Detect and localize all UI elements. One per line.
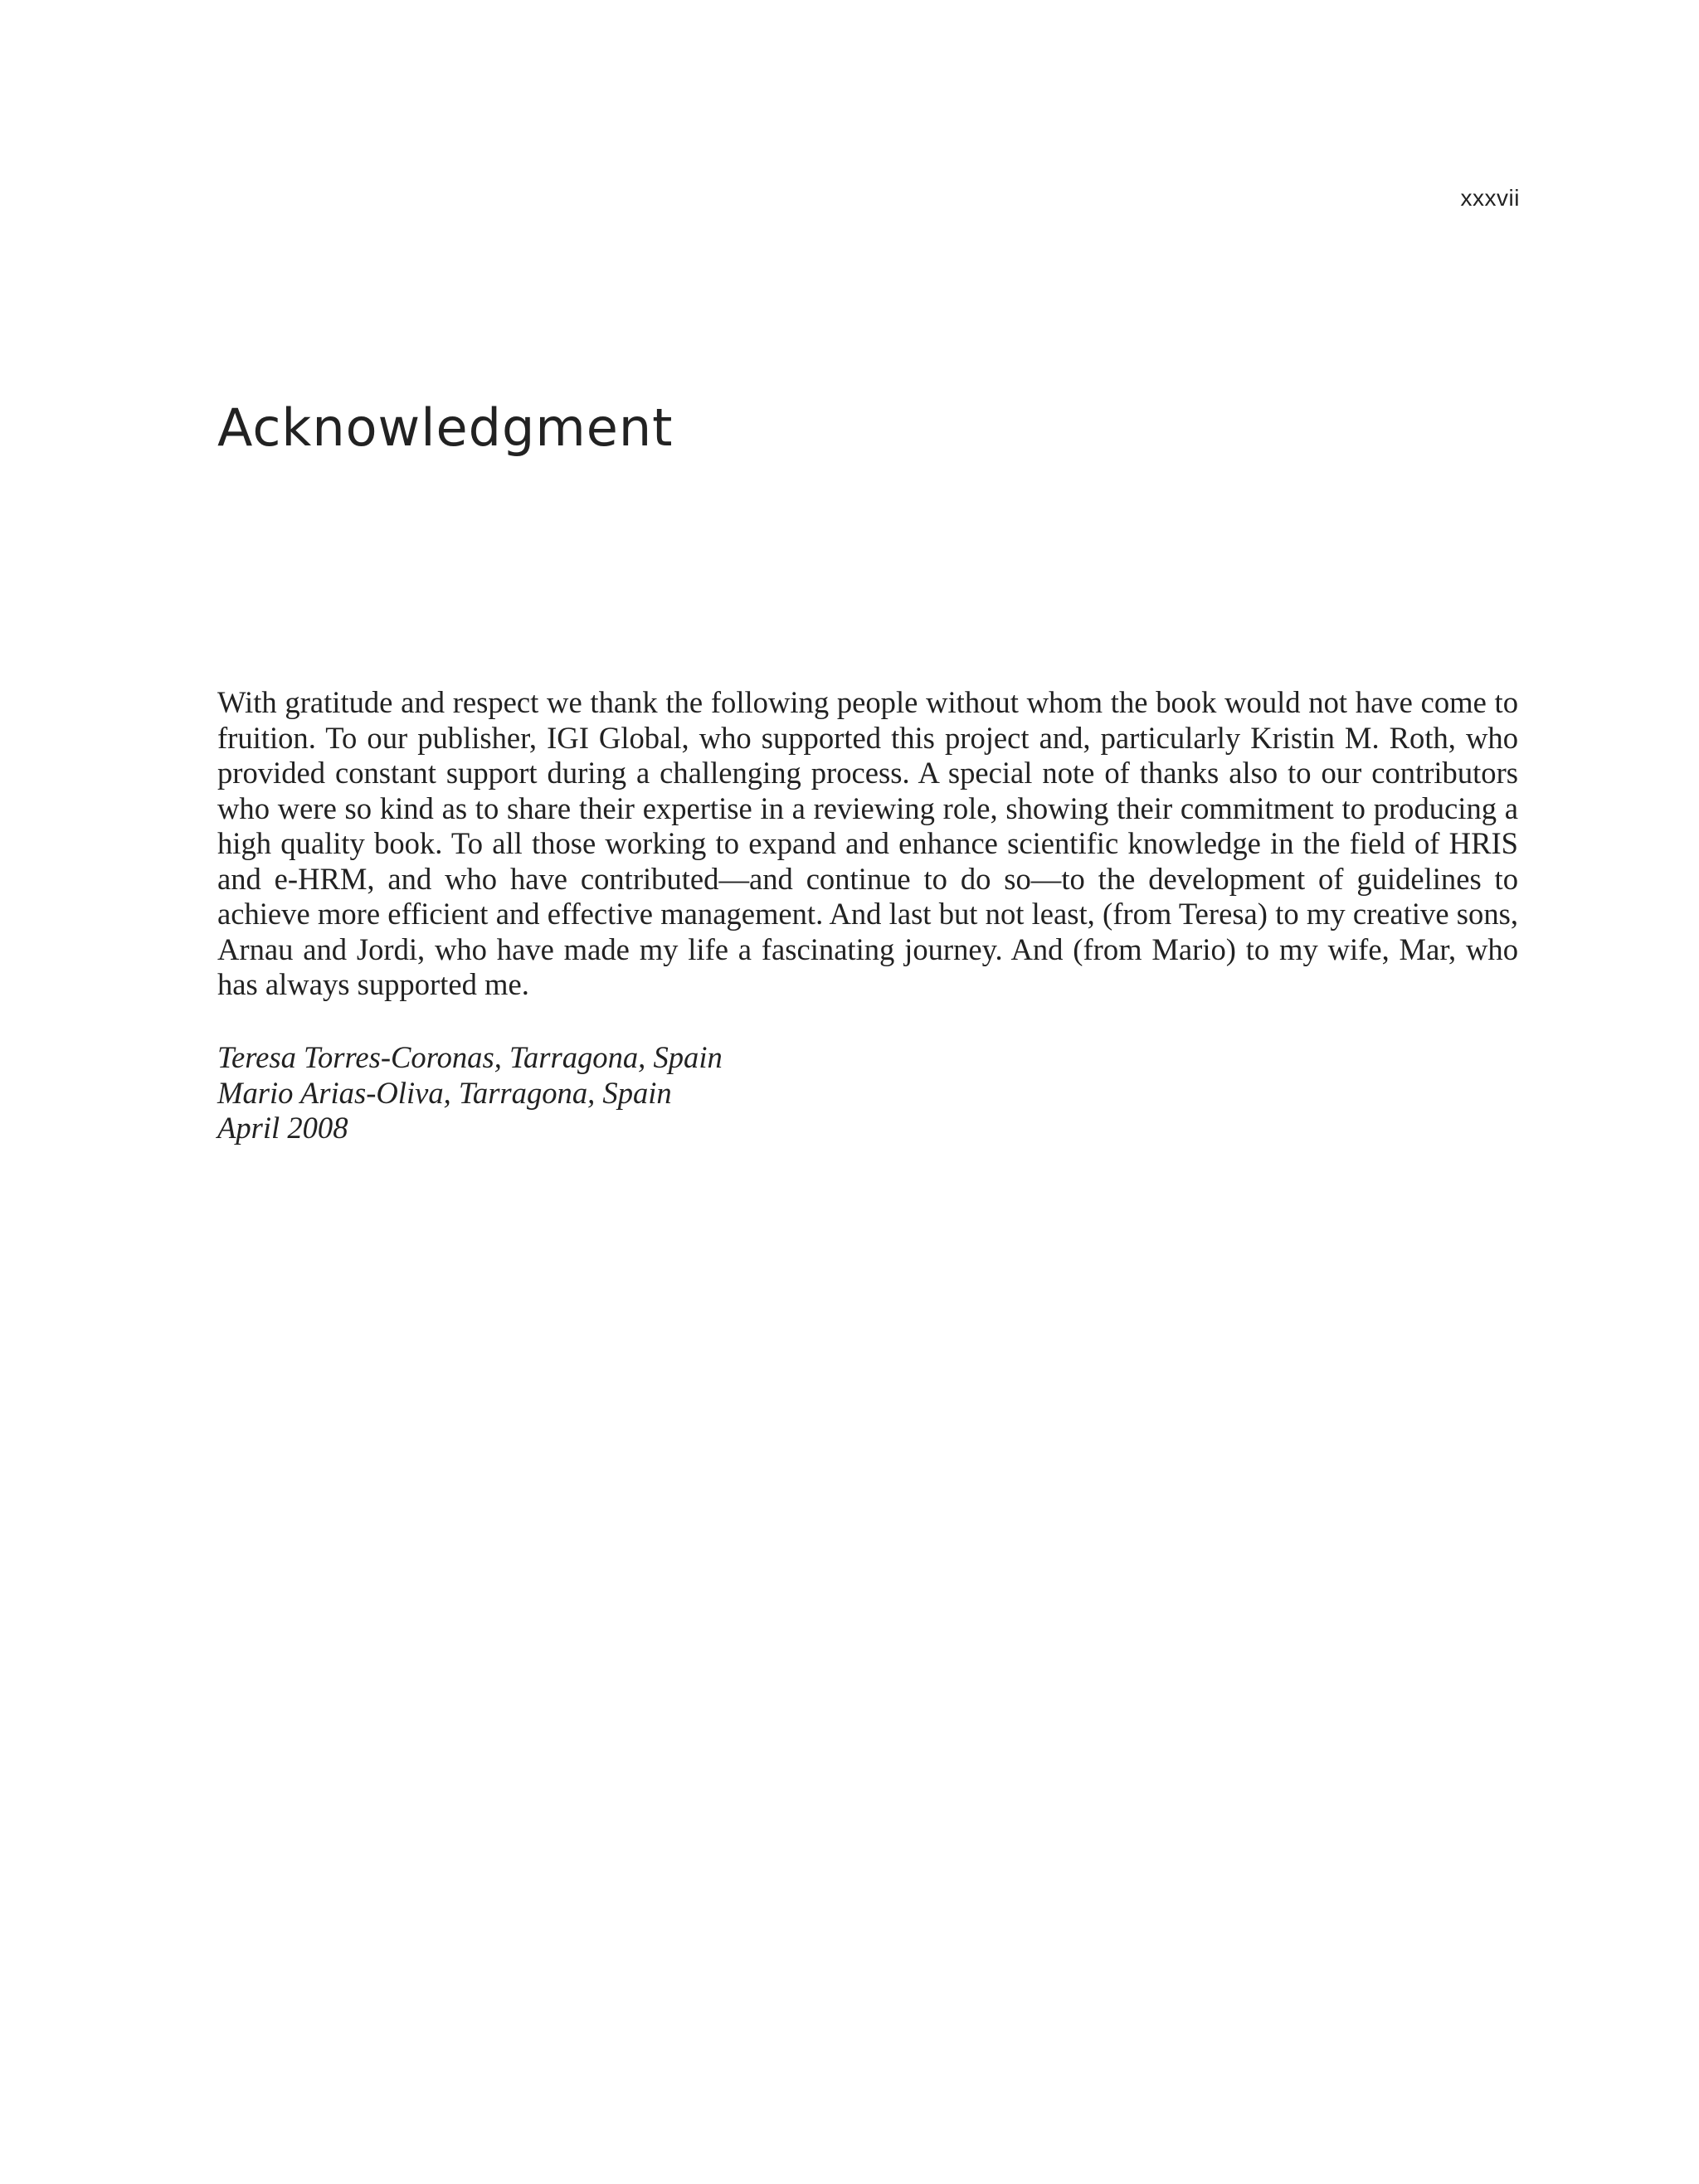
signature-date: April 2008 <box>217 1111 348 1145</box>
signature-line-1: Teresa Torres-Coronas, Tarragona, Spain <box>217 1040 723 1074</box>
acknowledgment-paragraph: With gratitude and respect we thank the following people without whom the book would not have come to fruition. To our publisher, IGI Global, who supported this project and, particularly Kristin M. Roth, who provided constant support during a challenging process. A special note of thanks also to our contributors who were so kind as to share their expertise in a reviewing role, showing their commitment to producing a high quality book. To all those working to expand and enhance scientific knowledge in the field of HRIS and e-HRM, and who have contributed—and continue to do so—to the development of guidelines to achieve more efficient and effective management. And last but not least, (from Teresa) to my creative sons, Arnau and Jordi, who have made my life a fascinating journey. And (from Mario) to my wife, Mar, who has always supported me. <box>217 685 1518 1001</box>
signature-block <box>217 1040 723 1146</box>
signature-line-2: Mario Arias-Oliva, Tarragona, Spain <box>217 1075 672 1110</box>
page-title: Acknowledgment <box>217 397 674 458</box>
page-number: xxxvii <box>1460 185 1520 211</box>
